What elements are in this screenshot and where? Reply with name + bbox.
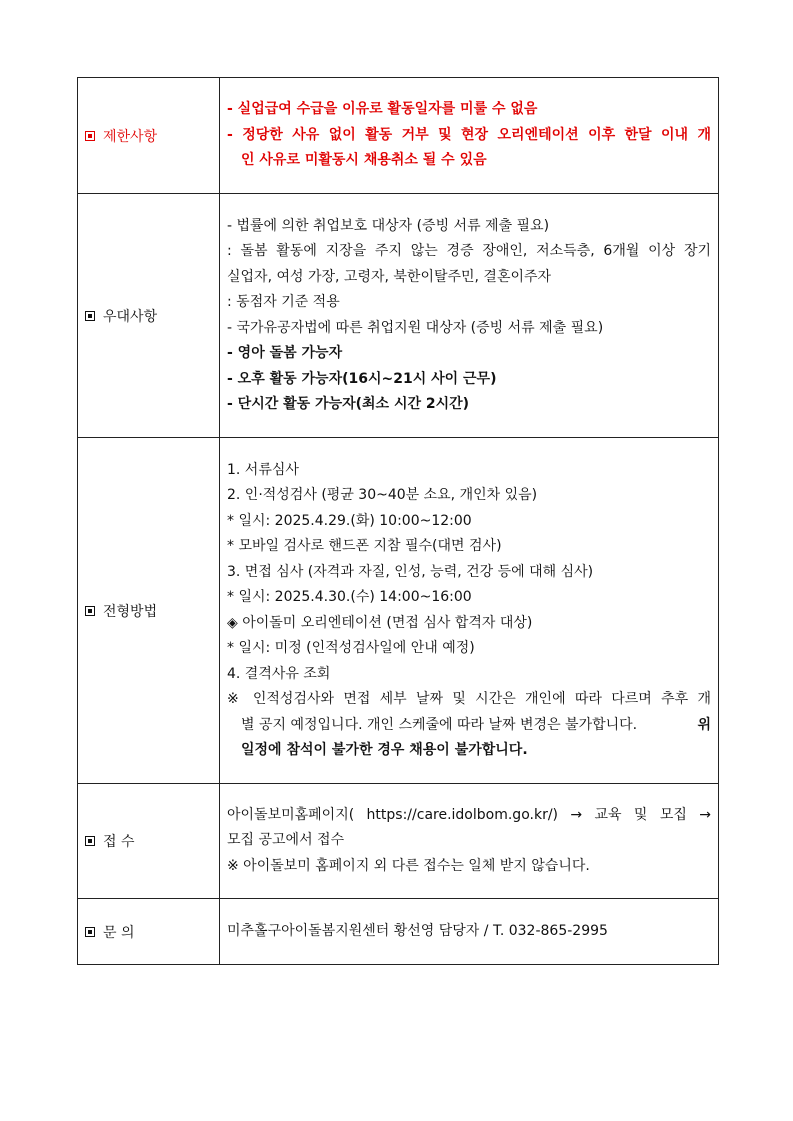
application-url-line[interactable]: 아이돌보미홈페이지( https://care.idolbom.go.kr/) → 교육 및 모집 →: [227, 806, 711, 823]
preference-line: : 동점자 기준 적용: [227, 294, 340, 310]
row-selection-process: [78, 438, 719, 784]
recruitment-info-table: [77, 77, 719, 965]
label-application: [85, 831, 219, 851]
label-inquiry: [85, 922, 219, 942]
selection-line: 1. 서류심사: [227, 461, 299, 478]
content-selection: [220, 438, 719, 784]
square-bullet-icon: [85, 311, 95, 321]
content-preferences: [220, 194, 719, 438]
label-text: 우대사항: [103, 308, 158, 325]
preference-line: - 국가유공자법에 따른 취업지원 대상자 (증빙 서류 제출 필요): [227, 319, 604, 336]
content-inquiry: [220, 899, 719, 965]
application-line: 모집 공고에서 접수: [227, 832, 345, 849]
selection-note-text: 별 공지 예정입니다. 개인 스케줄에 따라 날짜 변경은 불가합니다.: [241, 716, 638, 733]
preference-line: 실업자, 여성 가장, 고령자, 북한이탈주민, 결혼이주자: [227, 268, 552, 285]
selection-line-with-emphasis: [227, 713, 711, 739]
label-cell-restrictions: [78, 78, 220, 194]
orientation-line: ◈ 아이돌미 오리엔테이션 (면접 심사 합격자 대상): [227, 614, 533, 631]
inquiry-contact-line: 미추홀구아이돌봄지원센터 황선영 담당자 / T. 032-865-2995: [227, 922, 608, 939]
selection-line: 2. 인·적성검사 (평균 30~40분 소요, 개인차 있음): [227, 487, 538, 503]
label-cell-application: [78, 784, 220, 899]
square-bullet-icon: [85, 927, 95, 937]
label-cell-selection: [78, 438, 220, 784]
label-text: 문 의: [103, 924, 135, 941]
preference-line: - 영아 돌봄 가능자: [227, 345, 343, 361]
label-restrictions: [85, 126, 219, 146]
selection-emphasis-line: 일정에 참석이 불가한 경우 채용이 불가합니다.: [241, 742, 528, 758]
row-restrictions: [78, 78, 719, 194]
row-preferences: [78, 194, 719, 438]
restriction-line: 인 사유로 미활동시 채용취소 될 수 있음: [241, 152, 487, 169]
selection-line: 4. 결격사유 조회: [227, 665, 331, 682]
label-selection: [85, 601, 219, 621]
square-bullet-icon: [85, 131, 95, 141]
content-application: [220, 784, 719, 899]
row-inquiry: [78, 899, 719, 965]
application-note-line: ※ 아이돌보미 홈페이지 외 다른 접수는 일체 받지 않습니다.: [227, 857, 590, 874]
preference-line: - 단시간 활동 가능자(최소 시간 2시간): [227, 396, 470, 412]
content-restrictions: [220, 78, 719, 194]
square-bullet-icon: [85, 836, 95, 846]
preference-line: : 돌봄 활동에 지장을 주지 않는 경증 장애인, 저소득층, 6개월 이상 장기: [227, 243, 711, 259]
selection-line: * 일시: 2025.4.30.(수) 14:00~16:00: [227, 589, 472, 605]
label-text: 전형방법: [103, 603, 158, 620]
preference-line: - 오후 활동 가능자(16시~21시 사이 근무): [227, 370, 497, 387]
row-application: [78, 784, 719, 899]
restriction-line: - 정당한 사유 없이 활동 거부 및 현장 오리엔테이션 이후 한달 이내 개: [227, 126, 711, 143]
selection-line: 3. 면접 심사 (자격과 자질, 인성, 능력, 건강 등에 대해 심사): [227, 563, 594, 580]
selection-line: * 일시: 2025.4.29.(화) 10:00~12:00: [227, 512, 472, 529]
label-text: 제한사항: [103, 128, 158, 145]
label-cell-inquiry: [78, 899, 220, 965]
preference-line: - 법률에 의한 취업보호 대상자 (증빙 서류 제출 필요): [227, 217, 550, 234]
label-cell-preferences: [78, 194, 220, 438]
selection-line: * 모바일 검사로 핸드폰 지참 필수(대면 검사): [227, 538, 502, 554]
square-bullet-icon: [85, 606, 95, 616]
selection-note-emphasis-start: 위: [697, 716, 711, 733]
selection-line: ※ 인적성검사와 면접 세부 날짜 및 시간은 개인에 따라 다르며 추후 개: [227, 691, 711, 707]
selection-line: * 일시: 미정 (인적성검사일에 안내 예정): [227, 640, 475, 656]
label-text: 접 수: [103, 834, 135, 850]
restriction-line: - 실업급여 수급을 이유로 활동일자를 미룰 수 없음: [227, 101, 538, 118]
label-preferences: [85, 306, 219, 326]
